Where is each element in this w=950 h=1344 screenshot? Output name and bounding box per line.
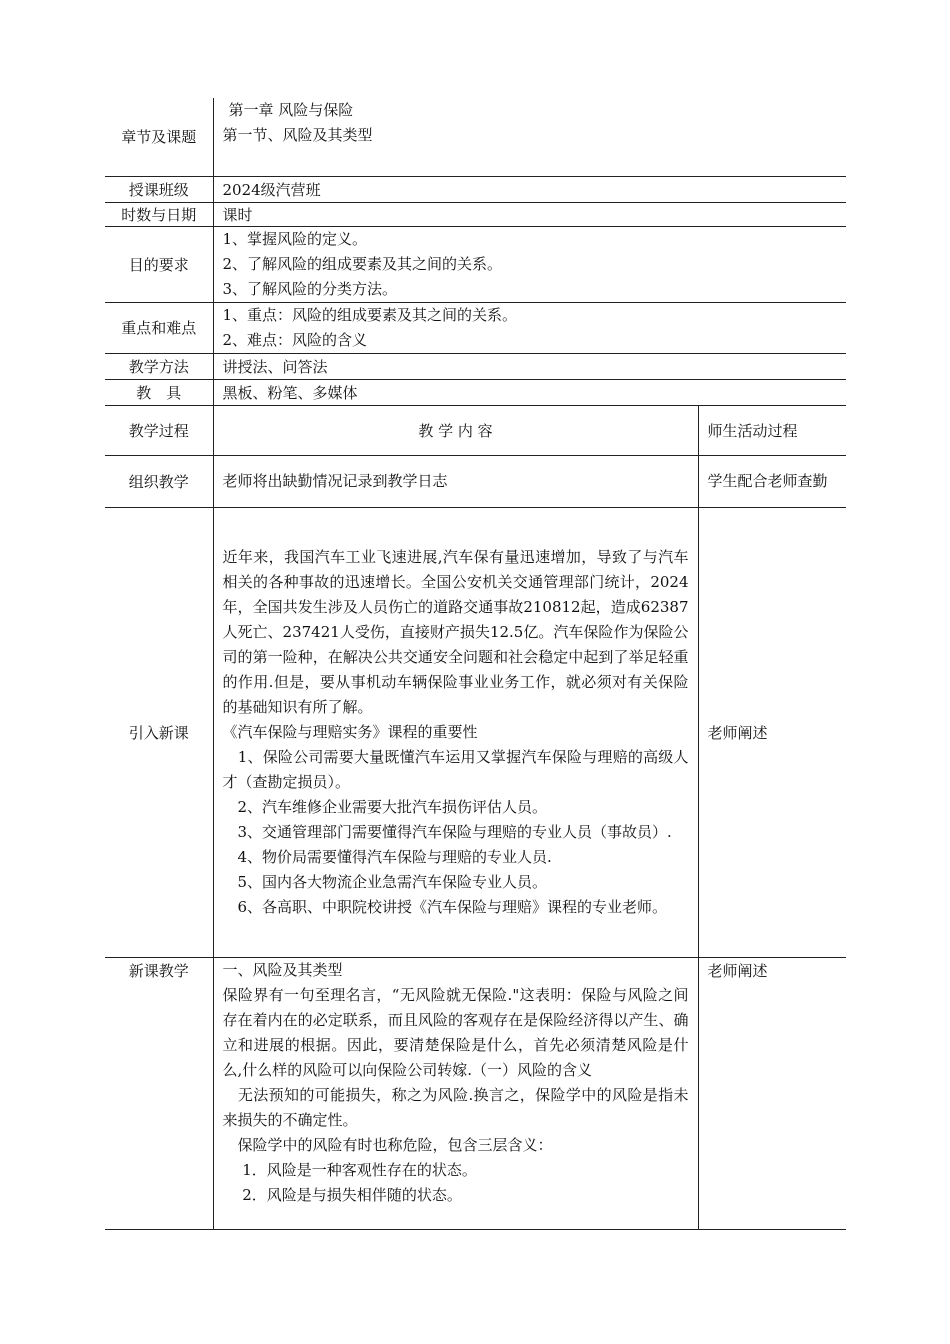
hours-value: 课时 bbox=[213, 202, 846, 226]
class-label: 授课班级 bbox=[105, 176, 213, 202]
method-row bbox=[105, 353, 846, 379]
content-paragraph: 3、交通管理部门需要懂得汽车保险与理赔的专业人员（事故员）. bbox=[222, 822, 672, 841]
keypoints-label: 重点和难点 bbox=[105, 302, 213, 353]
process-header-col3: 师生活动过程 bbox=[698, 405, 846, 455]
process-step-activity: 老师阐述 bbox=[698, 957, 846, 1229]
content-paragraph: 近年来，我国汽车工业飞速进展,汽车保有量迅速增加，导致了与汽车相关的各种事故的迅速增长。全国公安机关交通管理部门统计，2024年，全国共发生涉及人员伤亡的道路交通事故210812起，造成62387人死亡、237421人受伤，直接财产损失12.5亿。汽车保险作为保险公司的第一险种，在解决公共交通安全问题和社会稳定中起到了举足轻重的作用.但是，要从事机动车辆保险事业业务工作，就必须对有关保险的基础知识有所了解。 bbox=[222, 547, 689, 716]
content-paragraph: 保险界有一句至理名言，“无风险就无保险."这表明：保险与风险之间存在着内在的必定联系，而且风险的客观存在是保险经济得以产生、确立和进展的根据。因此，要清楚保险是什么，首先必须清楚风险是什么,什么样的风险可以向保险公司转嫁.（一）风险的含义 bbox=[222, 985, 689, 1079]
goals-list bbox=[213, 226, 846, 302]
chapter-row bbox=[105, 98, 846, 176]
goals-row bbox=[105, 226, 846, 302]
class-value: 2024级汽营班 bbox=[213, 176, 846, 202]
process-step-label: 引入新课 bbox=[105, 507, 213, 957]
tools-label: 教 具 bbox=[105, 379, 213, 405]
process-step-content bbox=[213, 957, 698, 1229]
keypoint-item: 1、重点：风险的组成要素及其之间的关系。 bbox=[222, 305, 518, 324]
chapter-value bbox=[213, 98, 846, 176]
content-paragraph: 《汽车保险与理赔实务》课程的重要性 bbox=[222, 722, 478, 741]
process-step-content bbox=[213, 455, 698, 507]
process-header-col1: 教学过程 bbox=[105, 405, 213, 455]
method-label: 教学方法 bbox=[105, 353, 213, 379]
process-step-activity: 老师阐述 bbox=[698, 507, 846, 957]
process-row-new-lesson bbox=[105, 957, 846, 1229]
process-step-label: 组织教学 bbox=[105, 455, 213, 507]
keypoints-list bbox=[213, 302, 846, 353]
content-paragraph: 5、国内各大物流企业急需汽车保险专业人员。 bbox=[222, 872, 548, 891]
chapter-label: 章节及课题 bbox=[105, 98, 213, 176]
goals-label: 目的要求 bbox=[105, 226, 213, 302]
content-paragraph: 一、风险及其类型 bbox=[222, 960, 343, 979]
class-row bbox=[105, 176, 846, 202]
content-paragraph: 保险学中的风险有时也称危险，包含三层含义： bbox=[222, 1135, 553, 1154]
content-paragraph: 2、汽车维修企业需要大批汽车损伤评估人员。 bbox=[222, 797, 548, 816]
tools-value: 黑板、粉笔、多媒体 bbox=[213, 379, 846, 405]
content-paragraph: 1、保险公司需要大量既懂汽车运用又掌握汽车保险与理赔的高级人才（查勘定损员）。 bbox=[222, 747, 689, 791]
tools-row bbox=[105, 379, 846, 405]
process-row-organize bbox=[105, 455, 846, 507]
process-row-intro bbox=[105, 507, 846, 957]
content-paragraph: 1．风险是一种客观性存在的状态。 bbox=[222, 1160, 477, 1179]
lesson-plan-page bbox=[105, 98, 846, 1230]
process-header-row bbox=[105, 405, 846, 455]
hours-row bbox=[105, 202, 846, 226]
keypoint-item: 2、难点：风险的含义 bbox=[222, 330, 368, 349]
content-paragraph: 2．风险是与损失相伴随的状态。 bbox=[222, 1185, 462, 1204]
goal-item: 3、了解风险的分类方法。 bbox=[222, 279, 398, 298]
goal-item: 2、了解风险的组成要素及其之间的关系。 bbox=[222, 254, 503, 273]
process-step-content bbox=[213, 507, 698, 957]
content-paragraph: 4、物价局需要懂得汽车保险与理赔的专业人员. bbox=[222, 847, 552, 866]
content-paragraph: 无法预知的可能损失，称之为风险.换言之，保险学中的风险是指未来损失的不确定性。 bbox=[222, 1085, 689, 1129]
keypoints-row bbox=[105, 302, 846, 353]
process-step-activity bbox=[698, 455, 846, 507]
section-title: 第一节、风险及其类型 bbox=[222, 126, 373, 144]
hours-label: 时数与日期 bbox=[105, 202, 213, 226]
lesson-plan-table bbox=[105, 98, 846, 1230]
content-paragraph: 6、各高职、中职院校讲授《汽车保险与理赔》课程的专业老师。 bbox=[222, 897, 668, 916]
activity-text: 学生配合老师查勤 bbox=[707, 471, 828, 490]
process-step-label: 新课教学 bbox=[105, 957, 213, 1229]
goal-item: 1、掌握风险的定义。 bbox=[222, 229, 368, 248]
chapter-title: 第一章 风险与保险 bbox=[228, 101, 354, 119]
process-header-col2: 教 学 内 容 bbox=[213, 405, 698, 455]
content-paragraph: 老师将出缺勤情况记录到教学日志 bbox=[222, 471, 448, 490]
method-value: 讲授法、问答法 bbox=[213, 353, 846, 379]
